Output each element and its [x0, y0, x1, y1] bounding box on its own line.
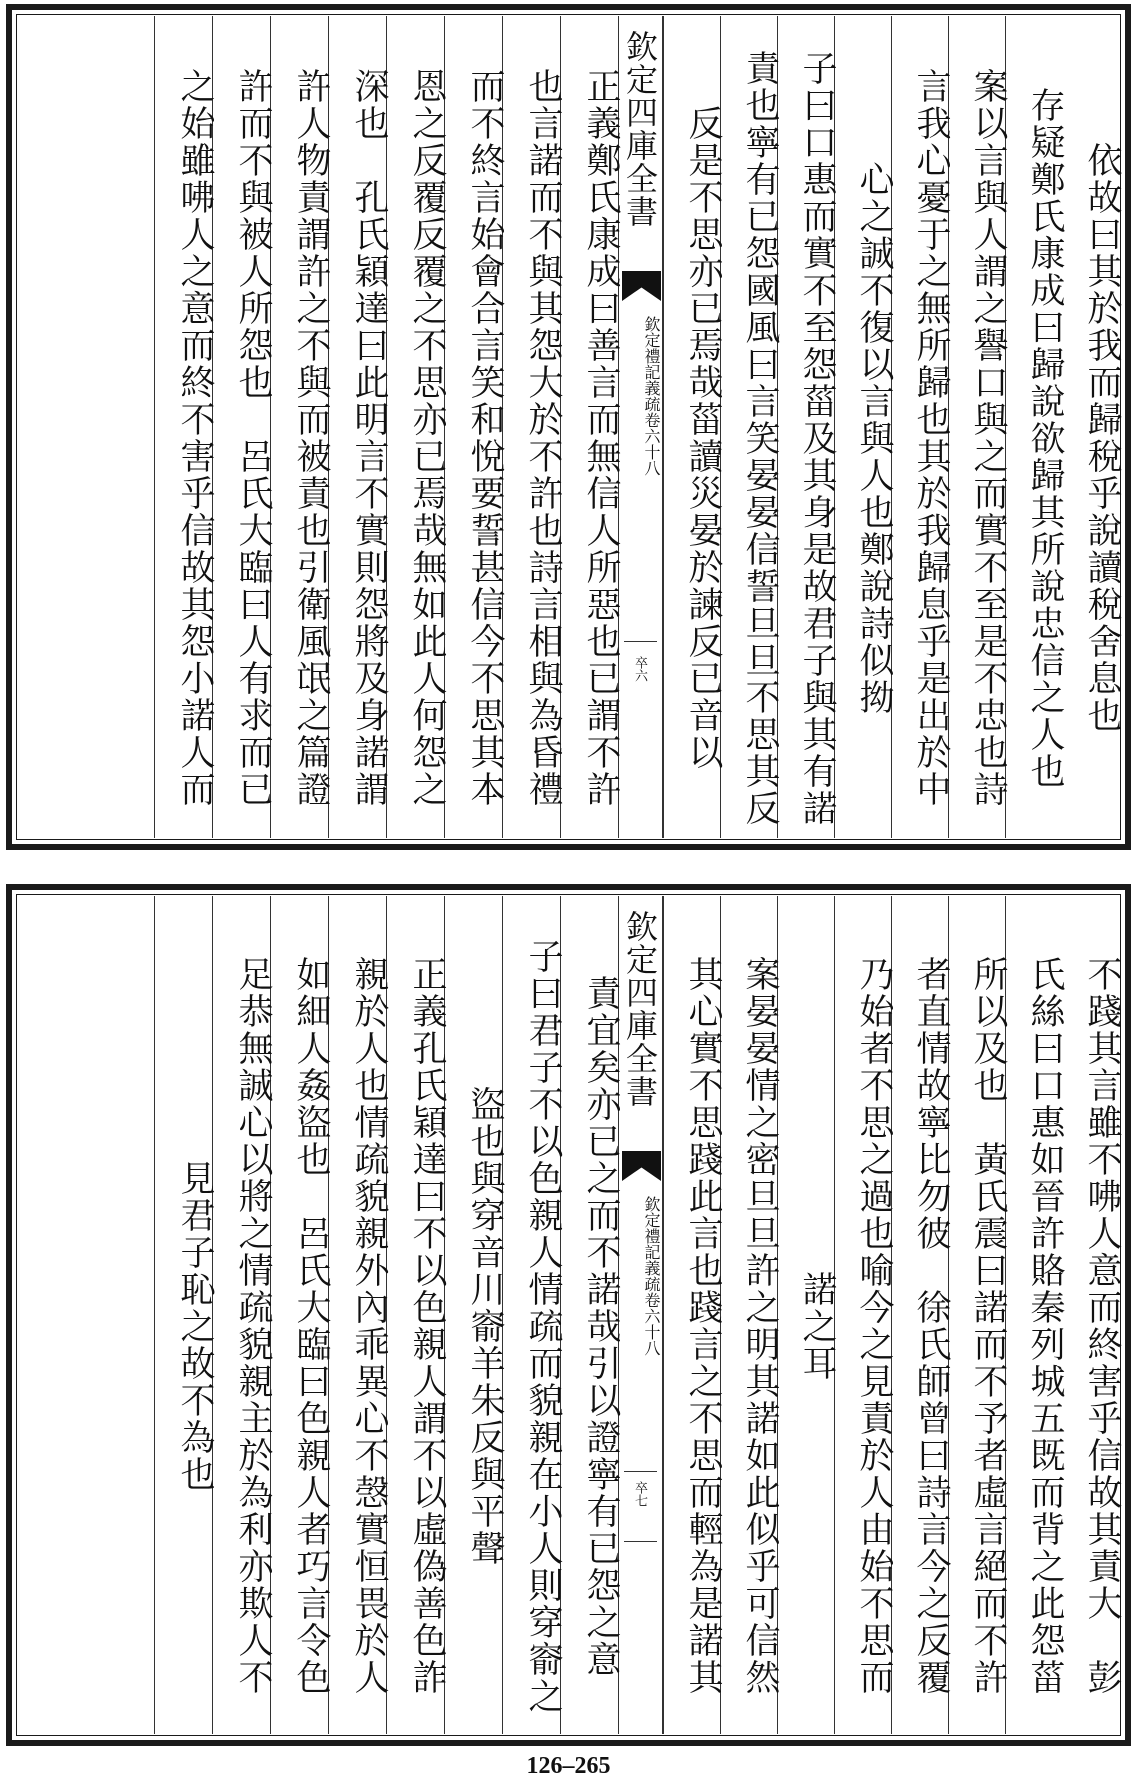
leaf-number: 卒六	[632, 656, 647, 682]
text-column: 恩之反覆反覆之不思亦已焉哉無如此人何怨之	[386, 16, 444, 838]
text-column: 之始雖咈人之意而終不害乎信故其怨小諾人而	[154, 16, 212, 838]
text-column: 者直情故寧比勿彼 徐氏師曾曰詩言今之反覆	[891, 896, 948, 1734]
center-gutter	[618, 16, 663, 838]
leaf-number: 卒七	[632, 1481, 647, 1507]
text-column: 依故曰其於我而歸稅乎說讀稅舍息也	[1082, 142, 1122, 734]
text-column: 諾之耳	[777, 896, 834, 1734]
text-column: 所以及也 黃氏震曰諾而不予者虛言絕而不許	[948, 896, 1005, 1734]
text-column: 言我心憂于之無所歸也其於我歸息乎是出於中	[891, 16, 948, 838]
text-column: 如細人姦盜也 呂氏大臨曰色親人者巧言令色	[270, 896, 328, 1734]
text-column: 見君子恥之故不為也	[154, 896, 212, 1734]
text-column: 正義孔氏穎達曰不以色親人謂不以虛偽善色詐	[386, 896, 444, 1734]
gutter-title: 欽定四庫全書	[621, 910, 659, 1108]
fishtail-mark-icon	[622, 271, 661, 301]
text-column: 反是不思亦已焉哉菑讀災晏於諫反已音以	[663, 16, 720, 838]
text-column: 足恭無誠心以將之情疏貌親主於為利亦欺人不	[212, 896, 270, 1734]
text-column: 心之誠不復以言與人也鄭說詩似拗	[834, 16, 891, 838]
text-column: 正義鄭氏康成曰善言而無信人所惡也已謂不許	[560, 16, 618, 838]
text-column: 案晏晏情之密旦旦許之明其諾如此似乎可信然	[720, 896, 777, 1734]
gutter-volume-label: 欽定禮記義疏卷六十八	[642, 316, 661, 476]
gutter-volume-label: 欽定禮記義疏卷六十八	[642, 1196, 661, 1356]
gutter-rule	[624, 641, 657, 642]
text-column: 案以言與人謂之譽口與之而實不至是不忠也詩	[948, 16, 1005, 838]
gutter-rule	[624, 1541, 657, 1542]
text-column: 不踐其言雖不咈人意而終害乎信故其責大 彭	[1082, 956, 1122, 1696]
center-gutter	[618, 896, 663, 1734]
text-column: 氏絲曰口惠如晉許賂秦列城五既而背之此怨菑	[1005, 896, 1062, 1734]
text-column: 也言諾而不與其怨大於不許也詩言相與為昏禮	[502, 16, 560, 838]
text-column: 存疑鄭氏康成曰歸說欲歸其所說忠信之人也	[1005, 16, 1062, 838]
top-page-panel	[6, 4, 1131, 850]
text-column: 而不終言始會合言笑和悅要誓甚信今不思其本	[444, 16, 502, 838]
text-column: 其心實不思踐此言也踐言之不思而輕為是諾其	[663, 896, 720, 1734]
text-column: 子曰君子不以色親人情疏而貌親在小人則穿窬之	[502, 896, 560, 1734]
text-column: 盜也與穿音川窬羊朱反與平聲	[444, 896, 502, 1734]
text-column: 責也寧有已怨國風曰言笑晏晏信誓旦旦不思其反	[720, 16, 777, 838]
gutter-title: 欽定四庫全書	[621, 30, 659, 228]
text-column: 責宜矣亦已之而不諾哉引以證寧有已怨之意	[560, 896, 618, 1734]
text-column: 許人物責謂許之不與而被責也引衛風氓之篇證	[270, 16, 328, 838]
gutter-rule	[624, 1471, 657, 1472]
top-columns	[18, 16, 1122, 838]
text-column: 許而不與被人所怨也 呂氏大臨曰人有求而已	[212, 16, 270, 838]
text-column: 親於人也情疏貌親外內乖異心不愨實恒畏於人	[328, 896, 386, 1734]
text-column: 深也 孔氏穎達曰此明言不實則怨將及身諾謂	[328, 16, 386, 838]
page-number: 126–265	[526, 1753, 611, 1779]
text-column: 乃始者不思之過也喻今之見責於人由始不思而	[834, 896, 891, 1734]
fishtail-mark-icon	[622, 1151, 661, 1181]
bottom-page-panel	[6, 884, 1131, 1746]
bottom-columns	[18, 896, 1122, 1734]
text-column: 子曰口惠而實不至怨菑及其身是故君子與其有諾	[777, 16, 834, 838]
